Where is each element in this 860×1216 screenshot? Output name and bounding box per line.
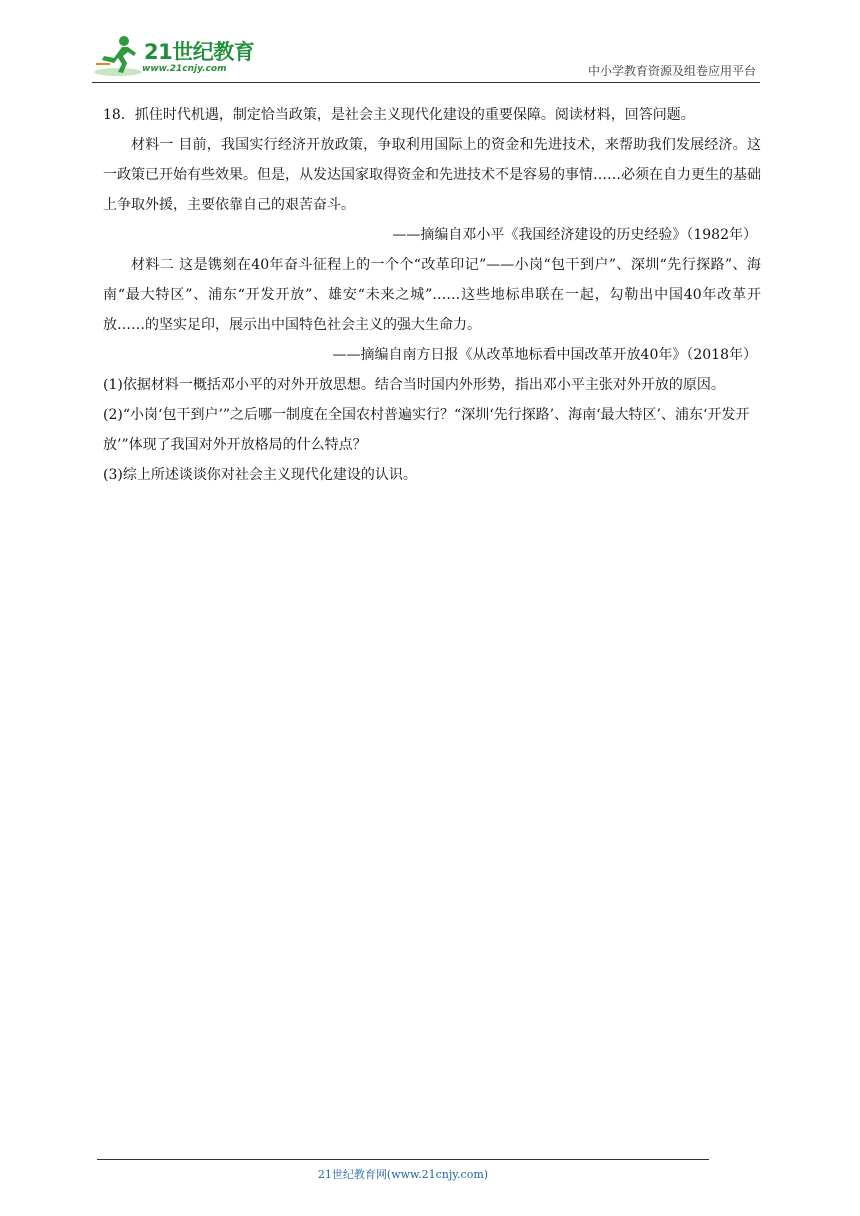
question-block: [103, 100, 761, 490]
sub-question-1: (1)依据材料一概括邓小平的对外开放思想。结合当时国内外形势，指出邓小平主张对外开放的原因。: [103, 377, 725, 393]
question-title: 18．抓住时代机遇，制定恰当政策，是社会主义现代化建设的重要保障。阅读材料，回答问题。: [103, 107, 695, 123]
running-figure-icon: [92, 34, 144, 78]
footer-divider: [97, 1159, 709, 1160]
material-two: 材料二 这是镌刻在40年奋斗征程上的一个个“改革印记”——小岗“包干到户”、深圳“先行探路”、海南“最大特区”、浦东“开发开放”、雄安“未来之城”……这些地标串联在一起，勾勒出中国40年改革开放……的坚实足印，展示出中国特色社会主义的强大生命力。: [103, 257, 761, 333]
page-footer: 21世纪教育网(www.21cnjy.com): [317, 1168, 489, 1181]
page-header: [92, 30, 760, 83]
logo-text: 21世纪教育: [144, 40, 255, 64]
sub-question-3: (3)综上所述谈谈你对社会主义现代化建设的认识。: [103, 467, 417, 483]
site-logo: [92, 34, 272, 78]
material-two-source: ——摘编自南方日报《从改革地标看中国改革开放40年》（2018年）: [332, 347, 757, 363]
platform-name: 中小学教育资源及组卷应用平台: [587, 64, 756, 78]
logo-url: www.21cnjy.com: [142, 64, 227, 74]
sub-question-2: (2)“小岗‘包干到户’”之后哪一制度在全国农村普遍实行？“深圳‘先行探路’、海南‘最大特区’、浦东‘开发开放’”体现了我国对外开放格局的什么特点？: [103, 407, 750, 453]
material-one: 材料一 目前，我国实行经济开放政策，争取利用国际上的资金和先进技术，来帮助我们发展经济。这一政策已开始有些效果。但是，从发达国家取得资金和先进技术不是容易的事情……必须在自力更生的基础上争取外援，主要依靠自己的艰苦奋斗。: [103, 137, 761, 213]
material-one-source: ——摘编自邓小平《我国经济建设的历史经验》（1982年）: [392, 227, 757, 243]
